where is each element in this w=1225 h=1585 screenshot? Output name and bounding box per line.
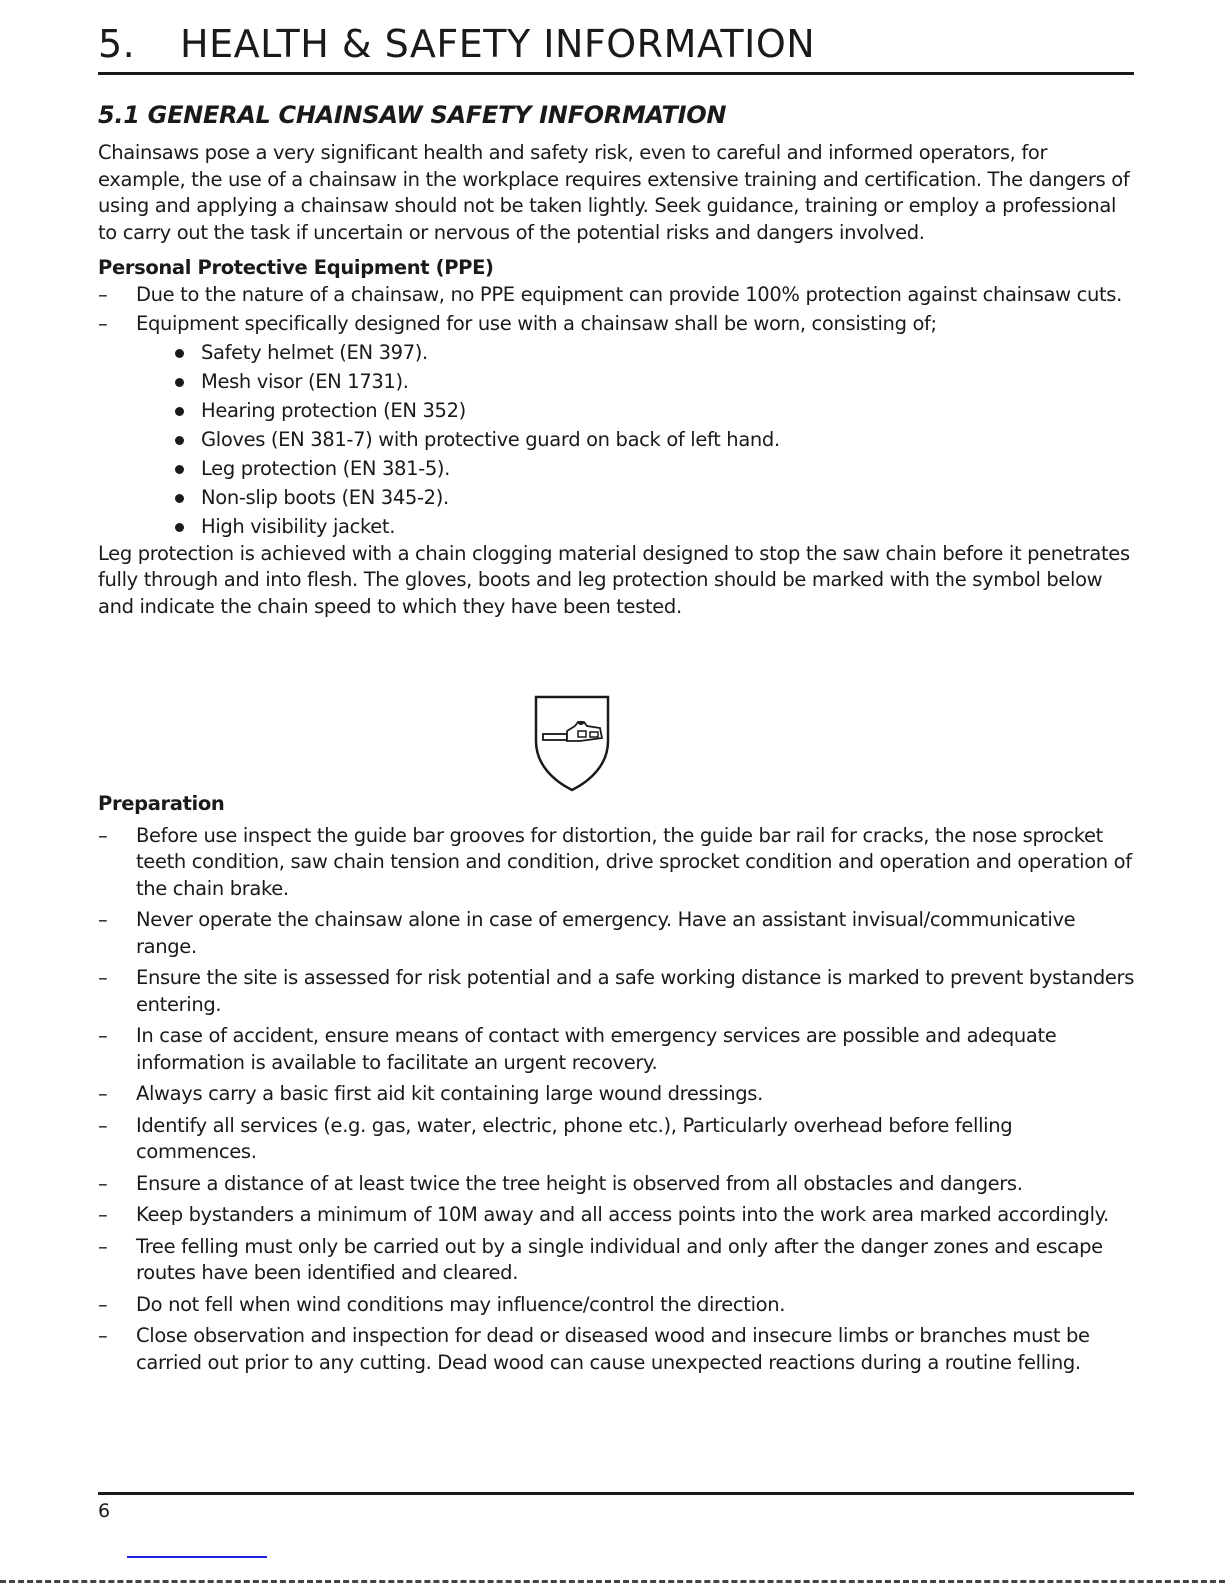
preparation-item: – Ensure the site is assessed for risk potential and a safe working distance is marked to prevent bystanders entering. [98,965,1138,1018]
page-edge-divider [0,1580,1225,1583]
intro-paragraph: Chainsaws pose a very significant health and safety risk, even to careful and informed operators, for example, the use of a chainsaw in the workplace requires extensive training and certification. The dangers of using and applying a chainsaw should not be taken lightly. Seek guidance, training or employ a professional to carry out the task if uncertain or nervous of the potential risks and dangers involved. [98,141,1130,244]
chainsaw-protection-shield-icon [532,693,612,793]
subsection-title: 5.1 GENERAL CHAINSAW SAFETY INFORMATION [98,101,727,129]
equipment-item: Safety helmet (EN 397). [98,338,1138,367]
equipment-item: Mesh visor (EN 1731). [98,367,1138,396]
footer-rule [98,1492,1134,1495]
link-underline[interactable] [127,1556,267,1558]
preparation-item: – Do not fell when wind conditions may influence/control the direction. [98,1292,1138,1319]
header-rule [98,72,1134,75]
leg-protection-paragraph: Leg protection is achieved with a chain clogging material designed to stop the saw chain before it penetrates fully through and into flesh. The gloves, boots and leg protection should be marked with the symbol below and indicate the chain speed to which they have been tested. [98,541,1130,618]
section-title: HEALTH & SAFETY INFORMATION [180,22,816,66]
preparation-item: – Never operate the chainsaw alone in case of emergency. Have an assistant invisual/communicative range. [98,907,1138,960]
ppe-item: – Equipment specifically designed for use with a chainsaw shall be worn, consisting of; [98,311,1138,338]
preparation-item: – Always carry a basic first aid kit containing large wound dressings. [98,1081,1138,1108]
ppe-heading: Personal Protective Equipment (PPE) [98,256,494,279]
page-number: 6 [98,1500,111,1522]
preparation-heading: Preparation [98,792,225,815]
equipment-item: Hearing protection (EN 352) [98,396,1138,425]
preparation-item-continued: information is available to facilitate an urgent recovery. [136,1050,658,1074]
equipment-list [98,338,1138,541]
equipment-item: Leg protection (EN 381-5). [98,454,1138,483]
preparation-item: – Identify all services (e.g. gas, water, electric, phone etc.), Particularly overhead before felling commences. [98,1113,1138,1166]
preparation-item: – Before use inspect the guide bar grooves for distortion, the guide bar rail for cracks, the nose sprocket teeth condition, saw chain tension and condition, drive sprocket condition and operation and operation of the chain brake. [98,823,1138,903]
preparation-item: – In case of accident, ensure means of contact with emergency services are possible and adequate [98,1023,1096,1050]
section-number: 5. [98,22,136,66]
preparation-item: – Keep bystanders a minimum of 10M away and all access points into the work area marked accordingly. [98,1202,1138,1229]
ppe-item: – Due to the nature of a chainsaw, no PPE equipment can provide 100% protection against chainsaw cuts. [98,282,1138,309]
preparation-item: – Close observation and inspection for dead or diseased wood and insecure limbs or branches must be carried out prior to any cutting. Dead wood can cause unexpected reactions during a routine felling. [98,1323,1138,1376]
equipment-item: High visibility jacket. [98,512,1138,541]
body-text [98,140,1138,1374]
preparation-item: – Tree felling must only be carried out by a single individual and only after the danger zones and escape routes have been identified and cleared. [98,1234,1138,1287]
preparation-item: – Ensure a distance of at least twice the tree height is observed from all obstacles and dangers. [98,1171,1138,1198]
equipment-item: Gloves (EN 381-7) with protective guard on back of left hand. [98,425,1138,454]
equipment-item: Non-slip boots (EN 345-2). [98,483,1138,512]
preparation-section [98,782,1138,1376]
section-heading [98,20,815,68]
